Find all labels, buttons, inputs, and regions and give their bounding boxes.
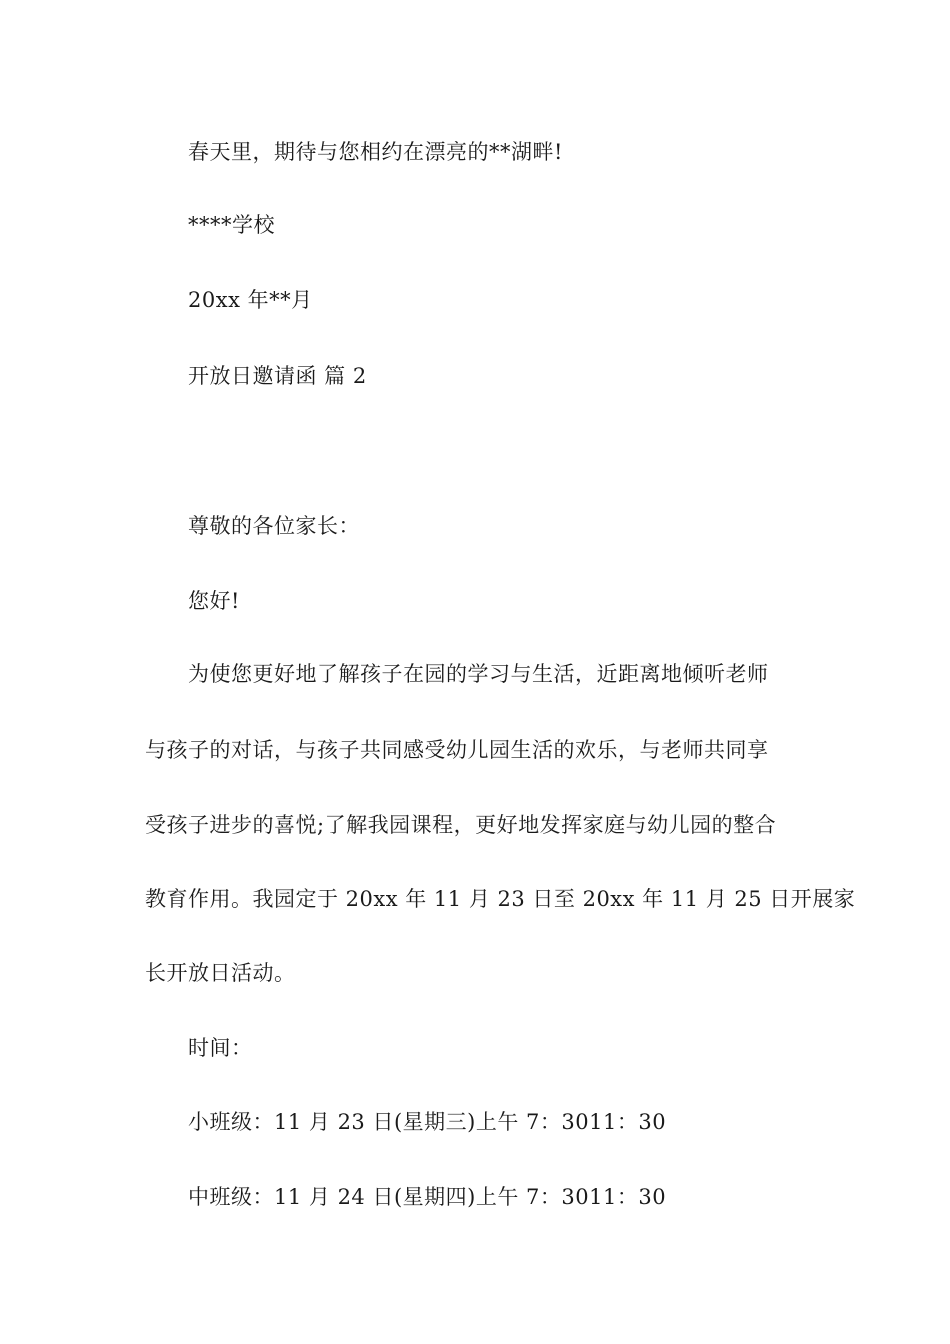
schedule-small-class: 小班级：11 月 23 日(星期三)上午 7：3011：30 [188,1110,667,1134]
body-paragraph-line-2: 与孩子的对话，与孩子共同感受幼儿园生活的欢乐，与老师共同享 [145,738,769,762]
body-paragraph-line-4: 教育作用。我园定于 20xx 年 11 月 23 日至 20xx 年 11 月 25 日开展家 [145,887,856,911]
body-paragraph-line-1: 为使您更好地了解孩子在园的学习与生活，近距离地倾听老师 [188,662,769,686]
time-heading: 时间： [188,1036,253,1060]
body-paragraph-line-3: 受孩子进步的喜悦;了解我园课程，更好地发挥家庭与幼儿园的整合 [145,813,777,837]
signature-school: ****学校 [188,213,275,237]
signature-date: 20xx 年**月 [188,288,313,312]
closing-line: 春天里，期待与您相约在漂亮的**湖畔! [188,140,563,164]
schedule-middle-class: 中班级：11 月 24 日(星期四)上午 7：3011：30 [188,1185,667,1209]
salutation: 尊敬的各位家长： [188,514,360,538]
greeting: 您好! [188,589,240,613]
section-heading: 开放日邀请函 篇 2 [188,364,367,388]
body-paragraph-line-5: 长开放日活动。 [145,961,296,985]
